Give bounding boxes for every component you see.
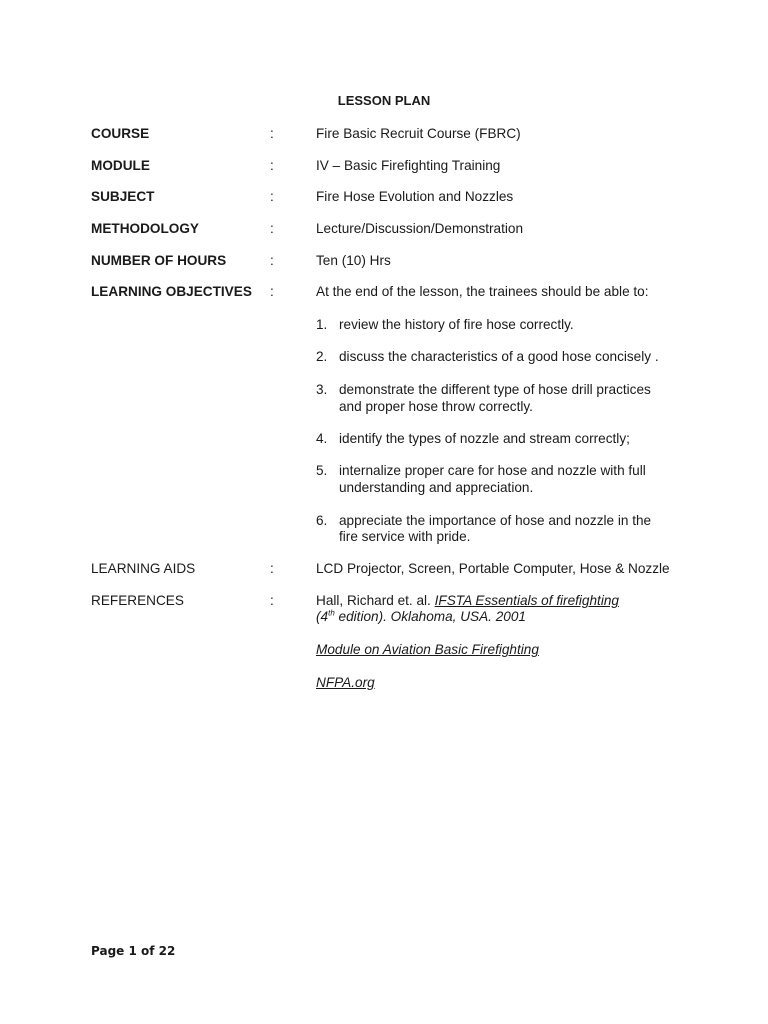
field-label: MODULE	[91, 158, 150, 173]
objective-number: 6.	[316, 513, 328, 528]
field-label: COURSE	[91, 126, 150, 141]
objective-text: appreciate the importance of hose and nozzle in the	[339, 513, 652, 528]
field-colon: :	[270, 126, 274, 141]
objective-text: and proper hose throw correctly.	[339, 399, 533, 414]
objective-text: review the history of fire hose correctly.	[339, 317, 574, 332]
field-label: LEARNING AIDS	[91, 561, 196, 576]
objective-number: 2.	[316, 349, 328, 364]
field-value: Fire Hose Evolution and Nozzles	[316, 189, 514, 204]
field-label: REFERENCES	[91, 593, 184, 608]
field-value: Lecture/Discussion/Demonstration	[316, 221, 524, 236]
objective-number: 1.	[316, 317, 328, 332]
field-colon: :	[270, 158, 274, 173]
field-label: LEARNING OBJECTIVES	[91, 284, 252, 299]
reference-link: NFPA.org	[316, 675, 375, 690]
page-number: Page 1 of 22	[91, 944, 176, 958]
field-colon: :	[270, 561, 274, 576]
reference-title: IFSTA Essentials of firefighting	[434, 593, 619, 608]
field-value: Ten (10) Hrs	[316, 253, 391, 268]
objective-number: 3.	[316, 382, 328, 397]
objective-text: internalize proper care for hose and nozzle with full	[339, 463, 646, 478]
field-colon: :	[270, 253, 274, 268]
objective-text: demonstrate the different type of hose drill practices	[339, 382, 651, 397]
field-colon: :	[270, 189, 274, 204]
field-label: METHODOLOGY	[91, 221, 199, 236]
field-value: LCD Projector, Screen, Portable Computer, Hose & Nozzle	[316, 561, 670, 576]
field-value: Fire Basic Recruit Course (FBRC)	[316, 126, 521, 141]
objective-text: fire service with pride.	[339, 529, 471, 544]
objective-text: understanding and appreciation.	[339, 480, 534, 495]
reference-edition: (4th edition). Oklahoma, USA. 2001	[316, 608, 526, 624]
field-colon: :	[270, 593, 274, 608]
field-value: IV – Basic Firefighting Training	[316, 158, 501, 173]
field-colon: :	[270, 221, 274, 236]
field-value: At the end of the lesson, the trainees should be able to:	[316, 284, 649, 299]
reference-1	[316, 592, 716, 609]
objective-number: 4.	[316, 431, 328, 446]
reference-title: Module on Aviation Basic Firefighting	[316, 642, 539, 657]
field-label: SUBJECT	[91, 189, 155, 204]
objective-text: identify the types of nozzle and stream correctly;	[339, 431, 630, 446]
page-title: LESSON PLAN	[337, 93, 431, 108]
reference-author: Hall, Richard et. al.	[316, 593, 435, 608]
objective-number: 5.	[316, 463, 328, 478]
field-label: NUMBER OF HOURS	[91, 253, 227, 268]
field-colon: :	[270, 284, 274, 299]
objective-text: discuss the characteristics of a good hose concisely .	[339, 349, 659, 364]
